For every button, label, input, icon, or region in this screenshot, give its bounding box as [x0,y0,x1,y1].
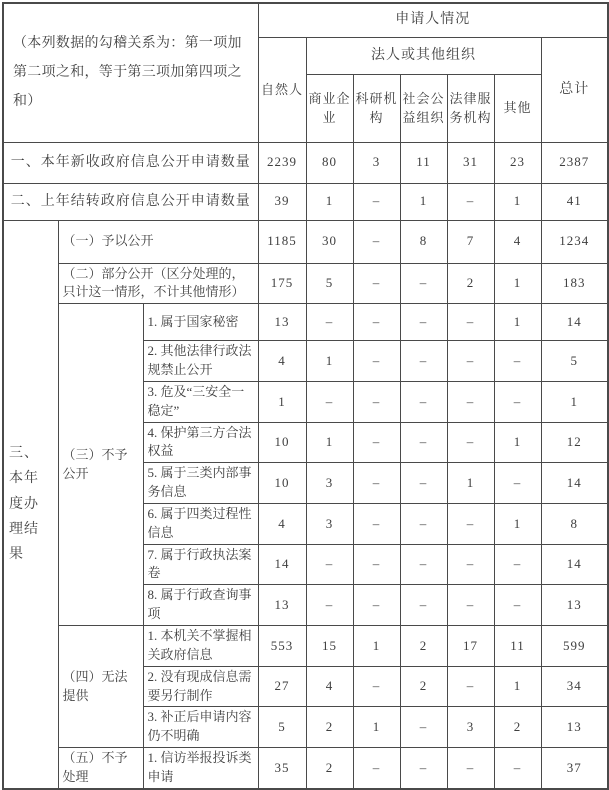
data-cell: 13 [541,707,608,748]
data-cell: 14 [541,544,608,585]
data-cell: – [353,544,400,585]
data-cell: 37 [541,748,608,789]
data-cell: 1 [447,463,494,504]
data-cell: 175 [258,263,306,304]
data-cell: 3 [306,503,353,544]
data-cell: 39 [258,183,306,220]
data-cell: 2 [306,707,353,748]
data-cell: – [306,585,353,626]
data-cell: 2 [306,748,353,789]
data-cell: – [447,304,494,341]
data-cell: 1 [306,183,353,220]
data-cell: – [494,463,541,504]
data-cell: 80 [306,142,353,183]
data-cell: – [494,341,541,382]
data-cell: – [447,422,494,463]
row-label-partial: （二）部分公开（区分处理的，只计这一情形，不计其他情形） [58,263,258,304]
data-cell: – [400,422,447,463]
data-cell: 7 [447,220,494,263]
data-cell: – [494,748,541,789]
data-cell: – [494,544,541,585]
data-cell: 13 [541,585,608,626]
data-cell: 3 [447,707,494,748]
data-cell: 4 [258,341,306,382]
data-cell: – [353,304,400,341]
row-label-unable: （四）无法提供 [58,626,143,748]
data-cell: 2239 [258,142,306,183]
data-cell: 8 [541,503,608,544]
data-cell: – [400,304,447,341]
header-natural-person: 自然人 [258,37,306,142]
data-cell: – [447,503,494,544]
data-cell: – [353,463,400,504]
data-cell: 14 [541,463,608,504]
data-cell: – [400,381,447,422]
row-label-denied: （三）不予公开 [58,304,143,626]
section-results-label: 三、本年度办理结果 [3,220,58,789]
data-cell: – [353,263,400,304]
header-org-type-public-welfare: 社会公益组织 [400,74,447,142]
row-label-denied-item: 5. 属于三类内部事务信息 [143,463,258,504]
data-cell: 4 [494,220,541,263]
data-cell: – [447,341,494,382]
header-org-type-legal-service: 法律服务机构 [447,74,494,142]
data-cell: 1 [400,183,447,220]
data-cell: – [447,544,494,585]
row-label-carryover-requests: 二、上年结转政府信息公开申请数量 [3,183,258,220]
data-cell: 30 [306,220,353,263]
data-cell: 31 [447,142,494,183]
row-label-denied-item: 1. 属于国家秘密 [143,304,258,341]
data-cell: – [400,585,447,626]
data-cell: 1 [541,381,608,422]
data-cell: 14 [258,544,306,585]
data-cell: 1 [306,341,353,382]
data-cell: – [447,666,494,707]
data-cell: – [400,263,447,304]
row-label-new-requests: 一、本年新收政府信息公开申请数量 [3,142,258,183]
header-org-type-research: 科研机构 [353,74,400,142]
data-cell: 5 [541,341,608,382]
data-cell: 11 [400,142,447,183]
note-cell: （本列数据的勾稽关系为：第一项加第二项之和，等于第三项加第四项之和） [3,3,258,142]
data-cell: 1 [494,422,541,463]
header-total: 总计 [541,37,608,142]
data-cell: 5 [306,263,353,304]
data-cell: – [353,666,400,707]
data-cell: 23 [494,142,541,183]
data-cell: 8 [400,220,447,263]
data-cell: – [400,748,447,789]
gov-info-disclosure-table [2,2,609,790]
data-cell: 35 [258,748,306,789]
data-cell: – [353,585,400,626]
data-cell: – [447,381,494,422]
data-cell: 4 [306,666,353,707]
data-cell: 2 [400,626,447,667]
data-cell: – [400,503,447,544]
row-label-denied-item: 8. 属于行政查询事项 [143,585,258,626]
header-legal-or-other-org: 法人或其他组织 [306,37,541,74]
data-cell: 17 [447,626,494,667]
data-cell: 1 [494,304,541,341]
data-cell: 183 [541,263,608,304]
data-cell: 1 [258,381,306,422]
data-cell: – [447,183,494,220]
row-label-unable-item: 1. 本机关不掌握相关政府信息 [143,626,258,667]
data-cell: – [306,544,353,585]
data-cell: – [353,381,400,422]
data-cell: 3 [306,463,353,504]
data-cell: 1 [494,263,541,304]
data-cell: – [353,422,400,463]
data-cell: 1 [494,183,541,220]
row-label-denied-item: 4. 保护第三方合法权益 [143,422,258,463]
data-cell: 2 [400,666,447,707]
row-label-unable-item: 3. 补正后申请内容仍不明确 [143,707,258,748]
data-cell: – [400,341,447,382]
data-cell: 41 [541,183,608,220]
data-cell: 1 [494,503,541,544]
data-cell: 1 [494,666,541,707]
data-cell: – [353,183,400,220]
data-cell: – [306,304,353,341]
data-cell: – [353,503,400,544]
data-cell: – [400,463,447,504]
row-label-denied-item: 3. 危及“三安全一稳定” [143,381,258,422]
data-cell: – [306,381,353,422]
data-cell: – [400,544,447,585]
data-cell: 13 [258,304,306,341]
data-cell: 2 [447,263,494,304]
row-label-not-processed-item: 1. 信访举报投诉类申请 [143,748,258,789]
data-cell: 11 [494,626,541,667]
header-applicant-situation: 申请人情况 [258,3,608,37]
data-cell: 14 [541,304,608,341]
data-cell: – [353,748,400,789]
data-cell: – [494,585,541,626]
data-cell: 1185 [258,220,306,263]
header-org-type-business: 商业企业 [306,74,353,142]
data-cell: 10 [258,463,306,504]
data-cell: 1 [306,422,353,463]
data-cell: 10 [258,422,306,463]
data-cell: 5 [258,707,306,748]
data-cell: 27 [258,666,306,707]
data-cell: – [447,748,494,789]
data-cell: 1 [353,626,400,667]
row-label-denied-item: 7. 属于行政执法案卷 [143,544,258,585]
data-cell: 12 [541,422,608,463]
data-cell: – [400,707,447,748]
data-cell: – [494,381,541,422]
data-cell: 3 [353,142,400,183]
data-cell: 15 [306,626,353,667]
data-cell: 2387 [541,142,608,183]
row-label-granted: （一）予以公开 [58,220,258,263]
data-cell: – [353,341,400,382]
row-label-denied-item: 6. 属于四类过程性信息 [143,503,258,544]
data-cell: 1 [353,707,400,748]
data-cell: 13 [258,585,306,626]
data-cell: 2 [494,707,541,748]
data-cell: 599 [541,626,608,667]
data-cell: 4 [258,503,306,544]
data-cell: 34 [541,666,608,707]
row-label-unable-item: 2. 没有现成信息需要另行制作 [143,666,258,707]
data-cell: 1234 [541,220,608,263]
data-cell: – [447,585,494,626]
row-label-denied-item: 2. 其他法律行政法规禁止公开 [143,341,258,382]
header-org-type-other: 其他 [494,74,541,142]
data-cell: 553 [258,626,306,667]
data-cell: – [353,220,400,263]
row-label-not-processed: （五）不予处理 [58,748,143,789]
